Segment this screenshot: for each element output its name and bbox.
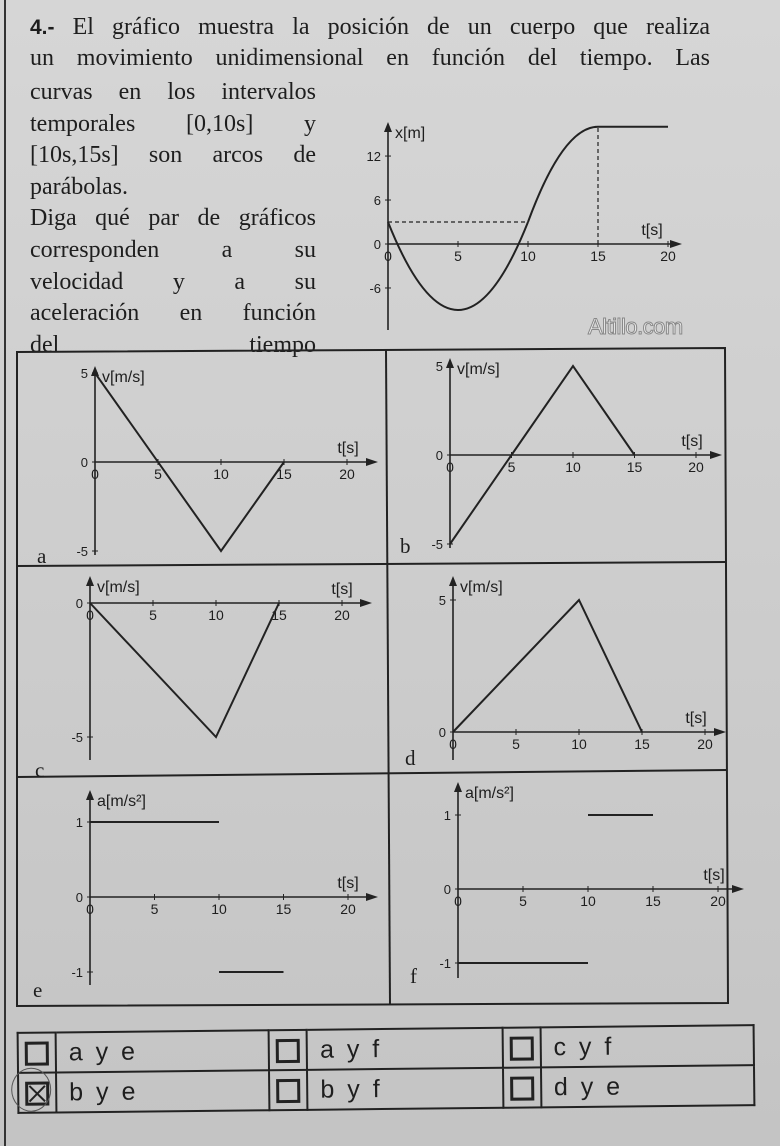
question-line-6: parábolas. [30,173,128,200]
panel-a-y-axis-label: v[m/s] [102,369,145,386]
answer-option-label: b y e [56,1070,270,1112]
answer-option-label: d y e [541,1065,755,1107]
panel-b-x-tick-label: 15 [626,459,643,475]
panel-e-x-tick-label: 5 [150,901,159,917]
panel-b-y-tick-label: 5 [435,359,443,374]
panel-f-y-axis-label: a[m/s²] [465,785,514,802]
panel-d-x-arrow-icon [714,728,726,736]
panel-e-y-arrow-icon [86,790,94,800]
question-line-11: del tiempo [30,331,316,358]
panel-f-x-tick-label: 5 [519,893,527,909]
watermark: Altillo.com [588,314,683,339]
position-chart-x-arrow-icon [670,240,682,248]
panel-c-x-tick-label: 20 [334,607,350,623]
panel-f-y-arrow-icon [454,782,462,792]
panel-divider [17,562,726,566]
answer-option-label: b y f [307,1068,503,1110]
panel-e-x-axis-label: t[s] [337,875,359,892]
position-chart-x-tick-label: 10 [520,248,536,264]
panel-f-y-tick-label: 0 [443,882,451,897]
panel-c-series-line [90,603,279,737]
panel-c-x-arrow-icon [360,599,372,607]
question-line-4: temporales [0,10s] y [30,110,316,137]
panel-e-y-axis-label: a[m/s²] [97,793,146,810]
position-chart-x-tick-label: 15 [590,248,606,264]
position-chart-x-tick-label: 5 [454,248,462,264]
answer-checkbox-cell [18,1072,56,1112]
panel-label-b: b [400,534,411,558]
answer-option-label: c y f [540,1025,754,1067]
panel-a-x-tick-label: 20 [339,466,355,482]
answer-option-label: a y e [56,1030,270,1072]
panel-c-x-tick-label: 10 [208,607,224,623]
panel-e-x-tick-label: 15 [275,901,292,917]
position-curve [388,222,528,310]
checkbox[interactable] [25,1041,49,1065]
panel-f-x-axis-label: t[s] [703,867,725,884]
panel-d-x-axis-label: t[s] [685,710,707,727]
panel-a-x-tick-label: 0 [91,466,99,482]
panel-d-y-tick-label: 5 [438,593,446,608]
panel-f-x-tick-label: 20 [710,893,726,909]
panel-c-y-axis-label: v[m/s] [97,579,140,596]
panel-f-y-tick-label: 1 [443,808,451,823]
panel-a-y-tick-label: -5 [76,544,88,559]
position-chart-x-tick-label: 0 [384,248,392,264]
panel-d-x-tick-label: 0 [449,736,457,752]
answer-checkbox-cell [269,1070,307,1110]
panel-e-x-tick-label: 0 [86,901,94,917]
panel-a-y-tick-label: 5 [80,366,88,381]
panel-divider [386,350,390,1005]
question-line-8: corresponden a su [30,237,316,263]
position-chart-x-tick-label: 20 [660,248,676,264]
panel-label-f: f [410,964,417,988]
panel-label-c: c [35,758,45,782]
panel-c-x-tick-label: 0 [86,607,94,623]
panel-e-y-tick-label: -1 [71,965,83,980]
question-text: El gráfico muestra la posición de un cuerpo que realiza [72,14,710,40]
question-line-9: velocidad y a su [30,268,316,295]
panel-c-y-arrow-icon [86,576,94,586]
panel-b-x-tick-label: 10 [565,459,581,475]
panel-d-series-line [453,600,642,732]
panel-e-y-tick-label: 0 [75,890,83,905]
panel-b-x-tick-label: 0 [446,459,454,475]
panel-f-x-tick-label: 10 [580,893,596,909]
answer-checkbox-cell [502,1027,540,1067]
panel-c-y-tick-label: 0 [75,596,83,611]
checkbox[interactable] [509,1036,533,1060]
panel-label-a: a [37,544,47,568]
panel-b-y-tick-label: -5 [431,537,443,552]
panel-b-x-tick-label: 5 [507,459,516,475]
panel-frame [17,348,728,1006]
panel-b-y-tick-label: 0 [435,448,443,463]
panel-c-x-tick-label: 5 [149,607,157,623]
handwritten-circle [11,1068,51,1112]
panel-label-e: e [33,978,43,1002]
position-chart-y-tick-label: 0 [373,237,381,252]
panel-b-x-arrow-icon [710,451,722,459]
panel-d-x-tick-label: 15 [634,736,650,752]
checkbox[interactable] [276,1039,300,1063]
panel-d-x-tick-label: 5 [512,736,520,752]
answer-checkbox-cell [18,1032,56,1072]
answer-option-label: a y f [307,1028,503,1070]
question-line-3: curvas en los intervalos [30,79,316,105]
panel-b-x-tick-label: 20 [688,459,704,475]
answer-checkbox-cell [269,1030,307,1070]
panel-d-y-axis-label: v[m/s] [460,579,503,596]
answer-table [17,1024,756,1114]
panel-b-x-axis-label: t[s] [681,433,703,450]
position-chart-y-axis-label: x[m] [395,125,426,142]
panel-c-y-tick-label: -5 [71,730,83,745]
panel-e-x-tick-label: 10 [211,901,227,917]
position-curve [528,127,598,222]
panel-a-x-tick-label: 15 [276,466,292,482]
panel-a-x-tick-label: 10 [213,466,229,482]
question-line-5: [10s,15s] son arcos de [30,142,316,169]
panel-divider [17,770,727,777]
position-chart-y-tick-label: -6 [369,280,381,296]
panel-a-y-tick-label: 0 [80,455,88,470]
panel-a-x-arrow-icon [366,458,378,466]
panel-d-y-arrow-icon [449,576,457,586]
question-line-7: Diga qué par de gráficos [30,205,316,232]
panel-d-x-tick-label: 20 [697,736,713,752]
checkbox[interactable] [510,1076,534,1100]
question-number: 4.- [30,16,55,39]
panel-f-x-tick-label: 0 [454,893,462,909]
panel-b-y-axis-label: v[m/s] [457,361,500,378]
panel-a-x-axis-label: t[s] [337,440,359,457]
question-line-10: aceleración en función [30,300,316,327]
panel-d-y-tick-label: 0 [438,725,446,740]
checkbox[interactable] [276,1079,300,1103]
panel-e-y-tick-label: 1 [75,815,83,830]
panel-f-x-tick-label: 15 [645,893,661,909]
panel-d-x-tick-label: 10 [571,736,587,752]
position-chart-y-tick-label: 6 [373,193,381,209]
panel-c-x-axis-label: t[s] [331,581,353,598]
panel-e-x-arrow-icon [366,893,378,901]
panel-c-x-tick-label: 15 [271,607,287,623]
panel-e-x-tick-label: 20 [340,901,356,917]
panel-f-y-tick-label: -1 [439,956,451,971]
question-line-2: un movimiento unidimensional en función del tiempo. Las [30,45,710,71]
position-chart-x-axis-label: t[s] [641,222,663,239]
panel-label-d: d [405,746,416,770]
position-chart-y-arrow-icon [384,122,392,132]
panel-f-x-arrow-icon [732,885,744,893]
position-chart-y-tick-label: 12 [366,149,381,165]
answer-checkbox-cell [503,1067,541,1107]
answer-row [18,1065,754,1113]
panel-a-x-tick-label: 5 [154,466,162,482]
